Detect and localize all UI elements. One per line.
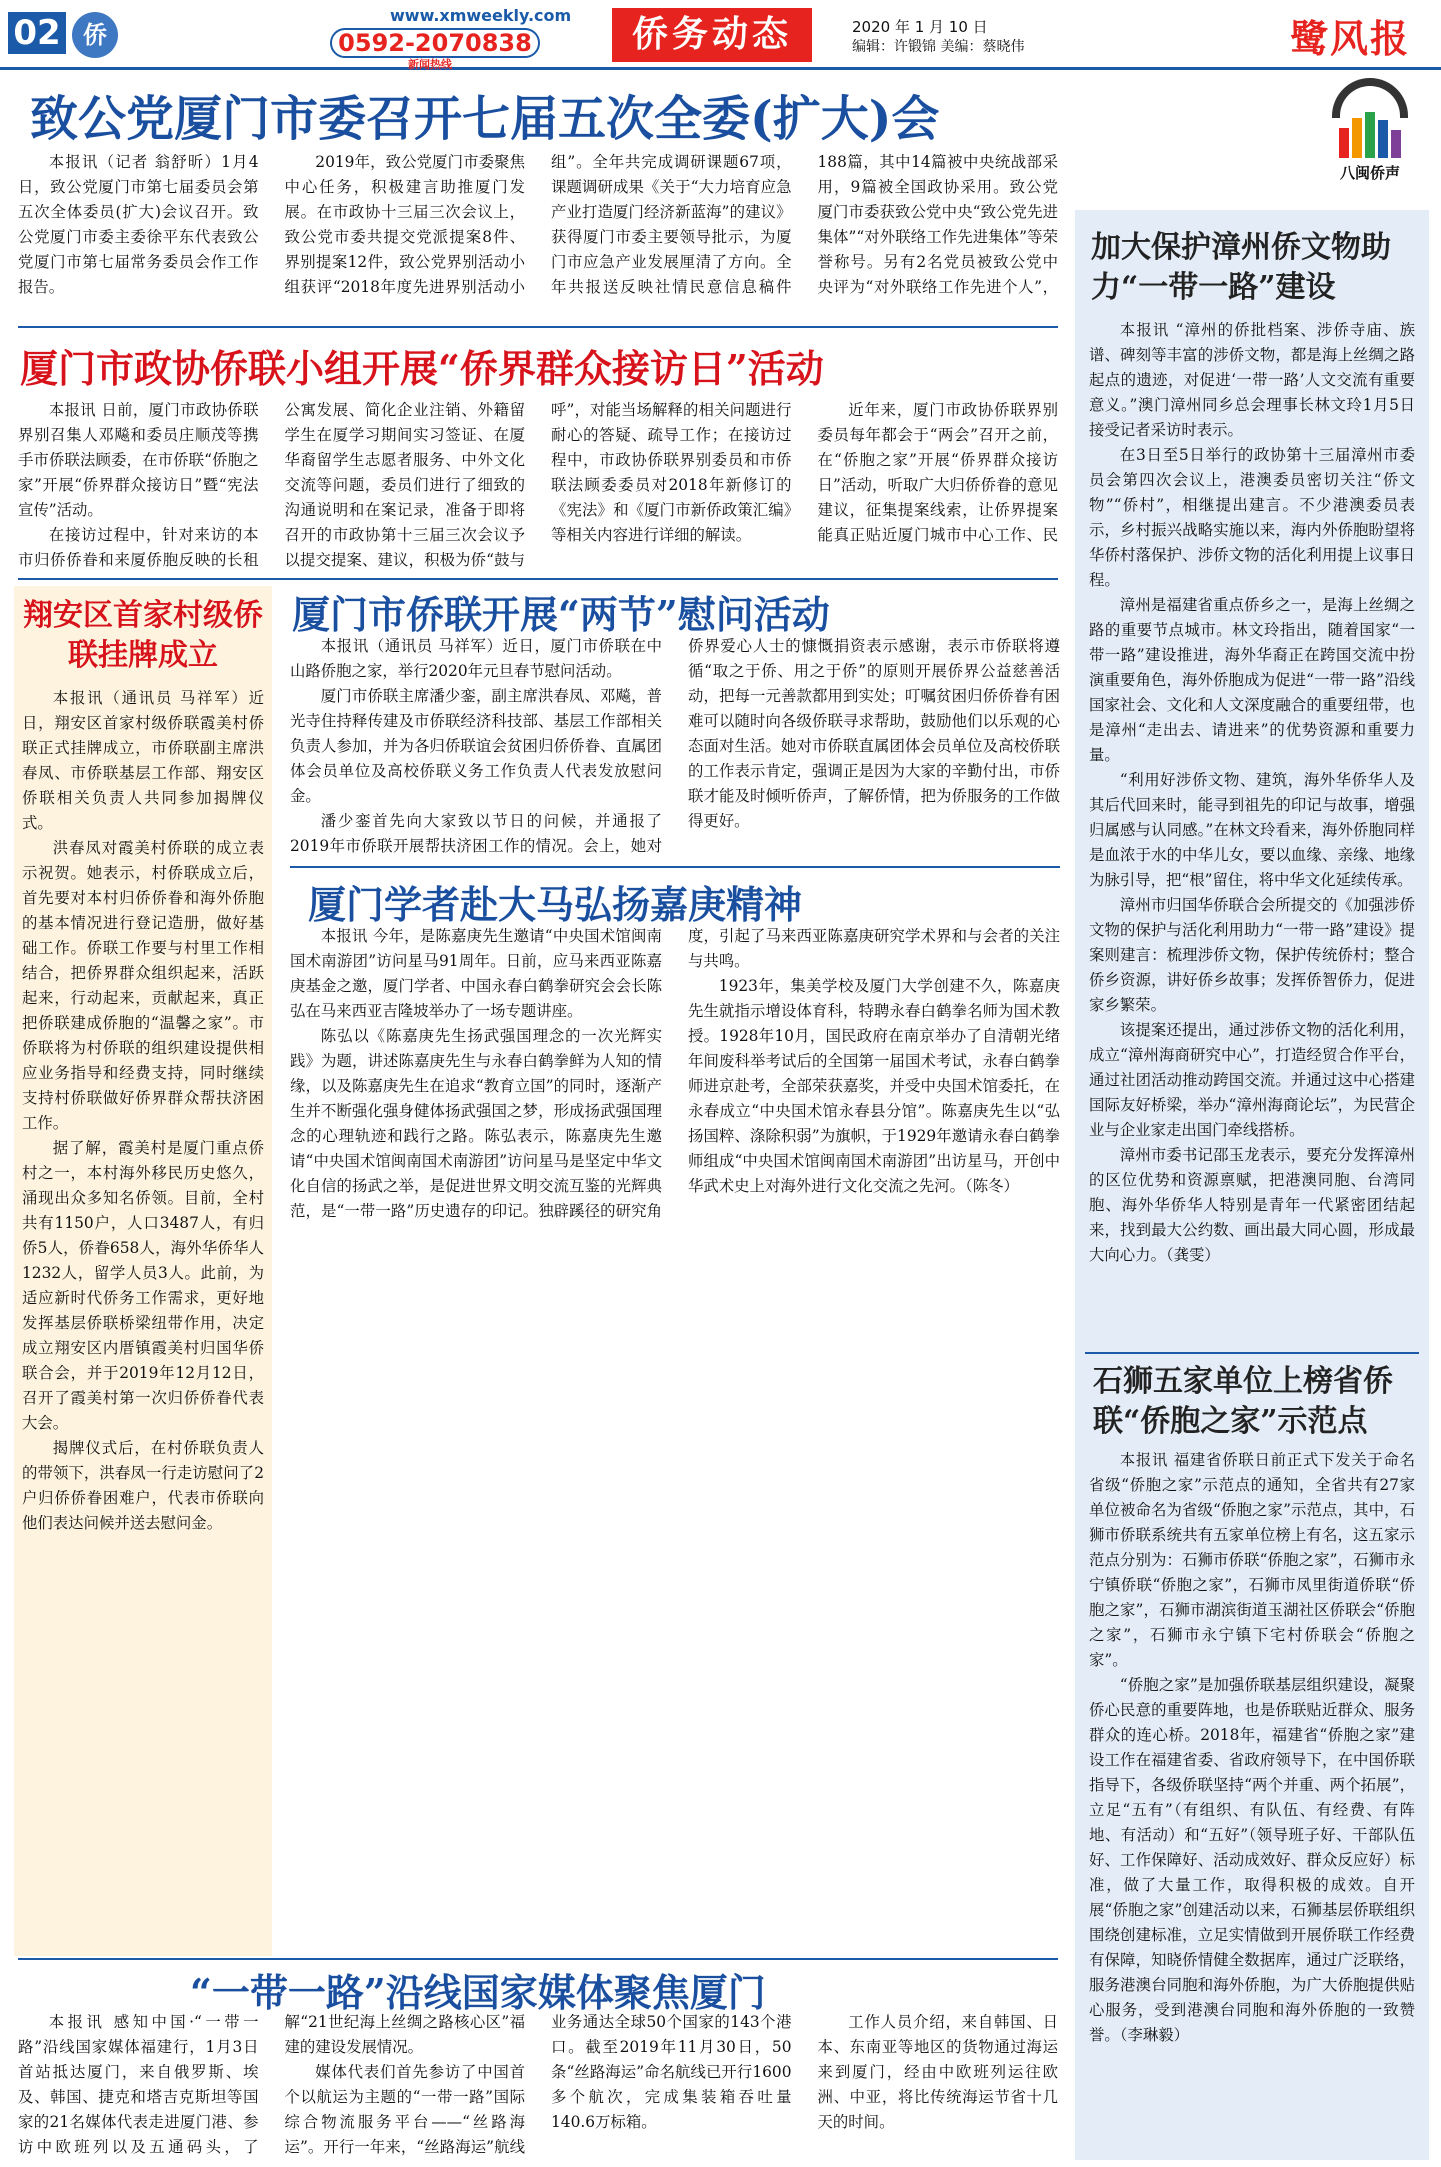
headphones-badge bbox=[1315, 72, 1425, 192]
article-5-title: 厦门学者赴大马弘扬嘉庚精神 bbox=[308, 882, 803, 927]
divider bbox=[290, 866, 1060, 868]
article-8-body: 本报讯 福建省侨联日前正式下发关于命名省级“侨胞之家”示范点的通知，全省共有27家单位被命名为省级“侨胞之家”示范点，其中，石狮市侨联系统共有五家单位榜上有名，这五家示范点分别为：石狮市侨联“侨胞之家”，石狮市永宁镇侨联“侨胞之家”，石狮市凤里街道侨联“侨胞之家”，石狮市湖滨街道玉湖社区侨联会“侨胞之家”，石狮市永宁镇下宅村侨联会“侨胞之家”。 “侨胞之家”是加强侨联基层组织建设，凝聚侨心民意的重要阵地，也是侨联贴近群众、服务群众的连心桥。2018年，福建省“侨胞之家”建设工作在福建省委、省政府领导下，在中国侨联指导下，各级侨联坚持“两个并重、两个拓展”，立足“五有”（有组织、有队伍、有经费、有阵地、有活动）和“五好”（领导班子好、干部队伍好、工作保障好、活动成效好、群众反应好）标准，做了大量工作，取得积极的成效。自开展“侨胞之家”创建活动以来，石狮基层侨联组织围绕创建标准，立足实情做到开展侨联工作经费有保障，知晓侨情健全数据库，通过广泛联络，服务港澳台同胞和海外侨胞，为广大侨胞提供贴心服务，受到港澳台同胞和海外侨胞的一致赞誉。（李琳毅） bbox=[1089, 1451, 1415, 2044]
page-header bbox=[0, 0, 1441, 70]
badge-label: 八闽侨声 bbox=[1339, 164, 1400, 182]
article-5-body: 本报讯 今年，是陈嘉庚先生邀请“中央国术馆闽南国术南游团”访问星马91周年。日前，应马来西亚陈嘉庚基金之邀，厦门学者、中国永春白鹤拳研究会会长陈弘在马来西亚吉隆坡举办了一场专题讲座。 陈弘以《陈嘉庚先生扬武强国理念的一次光辉实践》为题，讲述陈嘉庚先生与永春白鹤拳鲜为人知的情缘，以及陈嘉庚先生在追求“教育立国”的同时，逐渐产生并不断强化强身健体扬武强国之梦，形成扬武强国理念的心理轨迹和践行之路。陈弘表示，陈嘉庚先生邀请“中央国术馆闽南国术南游团”访问星马是坚定中华文化自信的扬武之举，是促进世界文明交流互鉴的光辉典范，是“一带一路”历史遗存的印记。独辟蹊径的研究角度，引起了马来西亚陈嘉庚研究学术界和与会者的关注与共鸣。 1923年，集美学校及厦门大学创建不久，陈嘉庚先生就指示增设体育科，特聘永春白鹤拳名师为国术教授。1928年10月，国民政府在南京举办了自清朝光绪年间废科举考试后的全国第一届国术考试，永春白鹤拳师进京赴考，全部荣获嘉奖，并受中央国术馆委托，在永春成立“中央国术馆永春县分馆”。陈嘉庚先生以“弘扬国粹、涤除积弱”为旗帜，于1929年邀请永春白鹤拳师组成“中央国术馆闽南国术南游团”出访星马，开创中华武术史上对海外进行文化交流之先河。（陈冬） bbox=[290, 927, 1060, 1220]
article-1-body: 本报讯（记者 翁舒昕）1月4日，致公党厦门市第七届委员会第五次全体委员(扩大)会议召开。致公党厦门市委主委徐平东代表致公党厦门市第七届常务委员会作工作报告。 2019年，致公党厦门市委聚焦中心任务，积极建言助推厦门发展。在市政协十三届三次会议上，致公党市委共提交党派提案8件、界别提案12件，致公党界别活动小组获评“2018年度先进界别活动小组”。全年共完成调研课题67项，课题调研成果《关于“大力培育应急产业打造厦门经济新蓝海”的建议》获得厦门市委主要领导批示，为厦门市应急产业发展厘清了方向。全年共报送反映社情民意信息稿件188篇，其中14篇被中央统战部采用，9篇被全国政协采用。致公党厦门市委获致公党中央“致公党先进集体”“对外联络工作先进集体”等荣誉称号。另有2名党员被致公党中央评为“对外联络工作先进个人”， bbox=[18, 153, 1058, 296]
section-title: 侨务动态 bbox=[612, 8, 812, 62]
article-4-title: 厦门市侨联开展“两节”慰问活动 bbox=[292, 592, 830, 637]
editor-credits: 编辑：许锻锦 美编：蔡晓伟 bbox=[852, 39, 1025, 55]
divider bbox=[18, 578, 1058, 580]
divider bbox=[18, 1958, 1058, 1960]
contact-block bbox=[330, 6, 572, 71]
article-1-title: 致公党厦门市委召开七届五次全委(扩大)会 bbox=[30, 91, 940, 147]
equalizer-icon bbox=[1315, 112, 1425, 158]
hotline-label: 新闻热线 bbox=[408, 58, 452, 71]
divider bbox=[18, 326, 1058, 328]
newspaper-logo: 鹭风报 bbox=[1290, 16, 1411, 61]
article-3-body: 本报讯（通讯员 马祥军）近日，翔安区首家村级侨联霞美村侨联正式挂牌成立，市侨联副主席洪春凤、市侨联基层工作部、翔安区侨联相关负责人共同参加揭牌仪式。 洪春凤对霞美村侨联的成立表示祝贺。她表示，村侨联成立后，首先要对本村归侨侨眷和海外侨胞的基本情况进行登记造册，做好基础工作。侨联工作要与村里工作相结合，把侨界群众组织起来，活跃起来，行动起来，贡献起来，真正把侨联建成侨胞的“温馨之家”。市侨联将为村侨联的组织建设提供相应业务指导和经费支持，同时继续支持村侨联做好侨界群众帮扶济困工作。 据了解，霞美村是厦门重点侨村之一，本村海外移民历史悠久，涌现出众多知名侨领。目前，全村共有1150户，人口3487人，有归侨5人，侨眷658人，海外华侨华人1232人，留学人员3人。此前，为适应新时代侨务工作需求，更好地发挥基层侨联桥梁纽带作用，决定成立翔安区内厝镇霞美村归国华侨联合会，并于2019年12月12日，召开了霞美村第一次归侨侨眷代表大会。 揭牌仪式后，在村侨联负责人的带领下，洪春凤一行走访慰问了2户归侨侨眷困难户，代表市侨联向他们表达问候并送去慰问金。 bbox=[22, 689, 264, 1532]
article-2-body: 本报讯 日前，厦门市政协侨联界别召集人邓飚和委员庄顺茂等携手市侨联法顾委，在市侨联“侨胞之家”开展“侨界群众接访日”暨“宪法宣传”活动。 在接访过程中，针对来访的本市归侨侨眷和来厦侨胞反映的长租公寓发展、简化企业注销、外籍留学生在厦学习期间实习签证、在厦华裔留学生志愿者服务、中外文化交流等问题，委员们进行了细致的沟通说明和在案记录，准备于即将召开的市政协第十三届三次会议予以提交提案、建议，积极为侨“鼓与呼”，对能当场解释的相关问题进行耐心的答疑、疏导工作；在接访过程中，市政协侨联界别委员和市侨联法顾委委员对2018年新修订的《宪法》和《厦门市新侨政策汇编》等相关内容进行详细的解读。 近年来，厦门市政协侨联界别委员每年都会于“两会”召开之前，在“侨胞之家”开展“侨界群众接访日”活动，听取广大归侨侨眷的意见建议，征集提案线索，让侨界提案能真正贴近厦门城市中心工作、民 bbox=[18, 401, 1058, 569]
issue-date: 2020 年 1 月 10 日 bbox=[852, 18, 988, 36]
divider bbox=[1085, 1352, 1419, 1354]
article-6-body: 本报讯 感知中国·“一带一路”沿线国家媒体福建行，1月3日首站抵达厦门，来自俄罗斯、埃及、韩国、捷克和塔吉克斯坦等国家的21名媒体代表走进厦门港、参访中欧班列以及五通码头，了解“21世纪海上丝绸之路核心区”福建的建设发展情况。 媒体代表们首先参访了中国首个以航运为主题的“一带一路”国际综合物流服务平台——“丝路海运”。开行一年来，“丝路海运”航线业务通达全球50个国家的143个港口。截至2019年11月30日，50条“丝路海运”命名航线已开行1600多个航次，完成集装箱吞吐量140.6万标箱。 工作人员介绍，来自韩国、日本、东南亚等地区的货物通过海运来到厦门，经由中欧班列运往欧洲、中亚，将比传统海运节省十几天的时间。 bbox=[18, 2013, 1058, 2156]
page-number: 02 bbox=[8, 12, 66, 54]
article-8-title: 石狮五家单位上榜省侨联“侨胞之家”示范点 bbox=[1093, 1364, 1393, 1439]
article-4-body: 本报讯（通讯员 马祥军）近日，厦门市侨联在中山路侨胞之家，举行2020年元旦春节慰问活动。 厦门市侨联主席潘少銮，副主席洪春凤、邓飚，普光寺住持释传建及市侨联经济科技部、基层工作部相关负责人参加，并为各归侨联谊会贫困归侨侨眷、直属团体会员单位及高校侨联义务工作负责人代表发放慰问金。 潘少銮首先向大家致以节日的问候，并通报了2019年市侨联开展帮扶济困工作的情况。会上，她对侨界爱心人士的慷慨捐资表示感谢，表示市侨联将遵循“取之于侨、用之于侨”的原则开展侨界公益慈善活动，把每一元善款都用到实处；叮嘱贫困归侨侨眷有困难可以随时向各级侨联寻求帮助，鼓励他们以乐观的心态面对生活。她对市侨联直属团体会员单位及高校侨联的工作表示肯定，强调正是因为大家的辛勤付出，市侨联才能及时倾听侨声，了解侨情，把为侨服务的工作做得更好。 bbox=[290, 637, 1060, 855]
overseas-seal: 侨 bbox=[72, 12, 118, 58]
article-7-body: 本报讯 “漳州的侨批档案、涉侨寺庙、族谱、碑刻等丰富的涉侨文物，都是海上丝绸之路起点的遗迹，对促进‘一带一路’人文交流有重要意义。”澳门漳州同乡总会理事长林文玲1月5日接受记者采访时表示。 在3日至5日举行的政协第十三届漳州市委员会第四次会议上，港澳委员密切关注“侨文物”“侨村”，相继提出建言。不少港澳委员表示，乡村振兴战略实施以来，海内外侨胞盼望将华侨村落保护、涉侨文物的活化利用提上议事日程。 漳州是福建省重点侨乡之一，是海上丝绸之路的重要节点城市。林文玲指出，随着国家“一带一路”建设推进，海外华裔正在跨国交流中扮演重要角色，海外侨胞成为促进“一带一路”沿线国家社会、文化和人文深度融合的重要纽带，也是漳州“走出去、请进来”的优势资源和重要力量。 “利用好涉侨文物、建筑，海外华侨华人及其后代回来时，能寻到祖先的印记与故事，增强归属感与认同感。”在林文玲看来，海外侨胞同样是血浓于水的中华儿女，要以血缘、亲缘、地缘为脉引导，把“根”留住，将中华文化延续传承。 漳州市归国华侨联合会所提交的《加强涉侨文物的保护与活化利用助力“一带一路”建设》提案则建言：梳理涉侨文物，保护传统侨村；整合侨乡资源，讲好侨乡故事；发挥侨智侨力，促进家乡繁荣。 该提案还提出，通过涉侨文物的活化利用，成立“漳州海商研究中心”，打造经贸合作平台，通过社团活动推动跨国交流。并通过这中心搭建国际友好桥梁，举办“漳州海商论坛”，为民营企业与企业家走出国门牵线搭桥。 漳州市委书记邵玉龙表示，要充分发挥漳州的区位优势和资源禀赋，把港澳同胞、台湾同胞、海外华侨华人特别是青年一代紧密团结起来，找到最大公约数、画出最大同心圆，形成最大向心力。（龚雯） bbox=[1089, 321, 1415, 1264]
article-2-title: 厦门市政协侨联小组开展“侨界群众接访日”活动 bbox=[20, 346, 824, 391]
article-3-title: 翔安区首家村级侨联挂牌成立 bbox=[23, 598, 263, 673]
hotline-number: 0592-2070838 bbox=[330, 28, 540, 58]
website-url[interactable]: www.xmweekly.com bbox=[390, 6, 572, 25]
article-7-title: 加大保护漳州侨文物助力“一带一路”建设 bbox=[1091, 230, 1391, 305]
article-6-title: “一带一路”沿线国家媒体聚焦厦门 bbox=[190, 1970, 766, 2015]
